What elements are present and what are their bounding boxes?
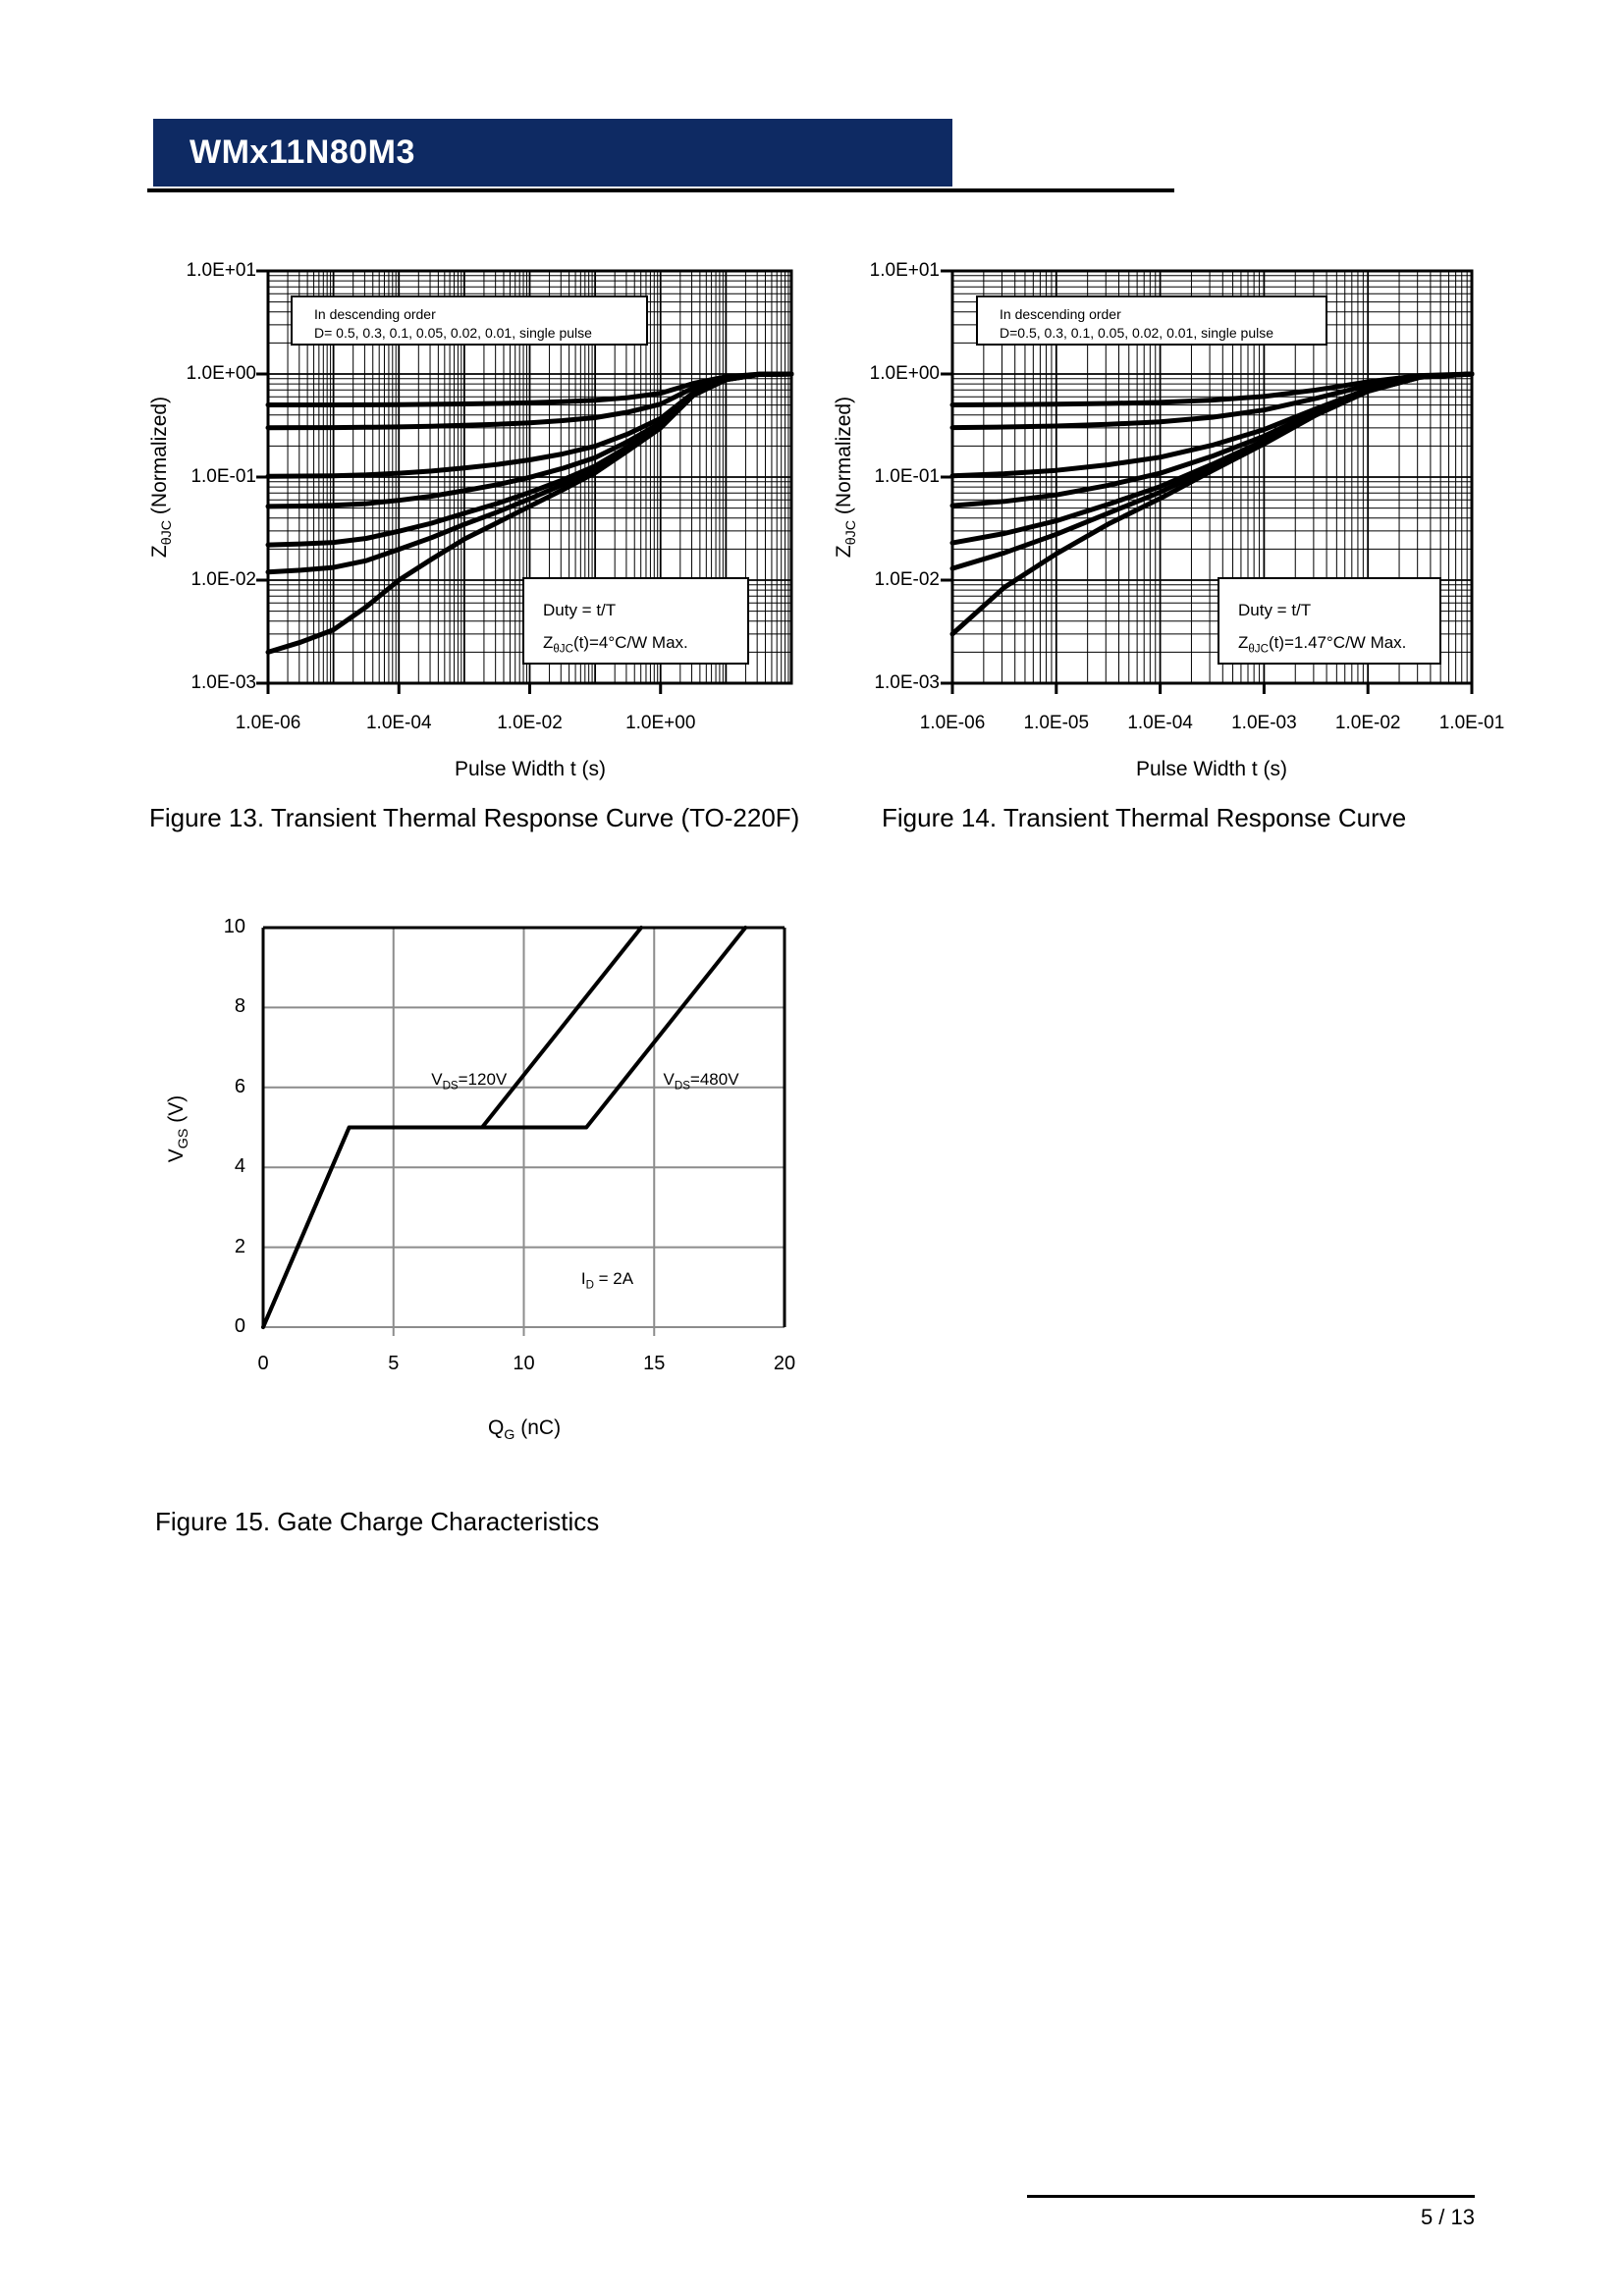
fig14-x-tick-label: 1.0E-03 <box>1231 713 1297 733</box>
fig13-y-tick-label: 1.0E-01 <box>190 466 256 487</box>
fig15-x-tick-label: 10 <box>513 1353 535 1374</box>
fig14-x-tick-label: 1.0E-01 <box>1438 713 1505 733</box>
fig13-y-axis-title: $Z_{\theta JC}$ (Normalized) <box>148 396 176 559</box>
fig15-y-tick-label: 8 <box>234 995 245 1018</box>
fig14-x-tick-label: 1.0E-04 <box>1127 713 1193 733</box>
fig13-legend: In descending order D= 0.5, 0.3, 0.1, 0.05, 0.02, 0.01, single pulse <box>291 295 648 346</box>
fig14-x-tick-label: 1.0E-06 <box>919 713 986 733</box>
footer-divider <box>1027 2195 1475 2198</box>
fig13-x-tick-label: 1.0E-02 <box>497 713 563 733</box>
fig15-x-tick-label: 5 <box>388 1353 400 1374</box>
fig14-legend: In descending order D=0.5, 0.3, 0.1, 0.05, 0.02, 0.01, single pulse <box>976 295 1327 346</box>
fig15-x-axis-title: $Q_G$ (nC) <box>487 1416 562 1444</box>
fig14-x-tick-label: 1.0E-02 <box>1334 713 1401 733</box>
fig15-x-tick-label: 0 <box>257 1353 269 1374</box>
header-bar <box>153 119 952 187</box>
header-underline <box>147 188 1174 192</box>
fig15-y-tick-label: 6 <box>234 1075 245 1097</box>
fig13-y-tick-label: 1.0E+01 <box>186 260 256 281</box>
fig15-y-tick-label: 2 <box>234 1235 245 1257</box>
fig14-y-tick-label: 1.0E-02 <box>874 569 940 590</box>
fig15-y-tick-label: 10 <box>223 916 245 937</box>
fig13-x-tick-label: 1.0E-06 <box>235 713 301 733</box>
fig15-annotation-2: $I_D = 2A$ <box>580 1269 634 1292</box>
figure-13-caption: Figure 13. Transient Thermal Response Curve (TO-220F) <box>149 803 800 832</box>
fig15-y-tick-label: 0 <box>234 1315 245 1337</box>
fig14-y-tick-label: 1.0E+00 <box>869 363 940 384</box>
fig15-annotation-0: $V_{DS}=120V$ <box>431 1069 508 1093</box>
fig14-y-tick-label: 1.0E+01 <box>869 260 940 281</box>
fig13-x-axis-title: Pulse Width t (s) <box>454 758 607 780</box>
fig13-y-tick-label: 1.0E-03 <box>190 672 256 693</box>
fig14-annotation: Duty = t/T $Z_{\theta JC}(t)=1.47^\circ C/W$ Max. <box>1218 577 1441 665</box>
figure-14-caption: Figure 14. Transient Thermal Response Curve <box>882 803 1407 832</box>
part-number-title: WMx11N80M3 <box>189 133 415 171</box>
fig13-y-tick-label: 1.0E+00 <box>186 363 256 384</box>
fig15-plot <box>263 928 785 1327</box>
page-number: 5 / 13 <box>1420 2205 1475 2229</box>
fig14-y-tick-label: 1.0E-03 <box>874 672 940 693</box>
fig13-y-tick-label: 1.0E-02 <box>190 569 256 590</box>
fig15-x-tick-label: 15 <box>643 1353 666 1374</box>
fig15-annotation-1: $V_{DS}=480V$ <box>663 1069 739 1093</box>
figure-15-caption: Figure 15. Gate Charge Characteristics <box>155 1507 600 1536</box>
fig13-annotation: Duty = t/T $Z_{\theta JC}(t)=4^\circ C/W$ Max. <box>522 577 749 665</box>
fig15-y-tick-label: 4 <box>234 1155 245 1178</box>
fig14-x-tick-label: 1.0E-05 <box>1023 713 1090 733</box>
fig14-x-axis-title: Pulse Width t (s) <box>1135 758 1288 780</box>
fig15-x-tick-label: 20 <box>773 1353 796 1374</box>
fig13-x-tick-label: 1.0E-04 <box>365 713 432 733</box>
fig14-y-tick-label: 1.0E-01 <box>874 466 940 487</box>
fig15-y-axis-title: $V_{GS}$ (V) <box>165 1095 192 1163</box>
fig14-y-axis-title: $Z_{\theta JC}$ (Normalized) <box>833 396 860 559</box>
fig13-x-tick-label: 1.0E+00 <box>625 713 696 733</box>
